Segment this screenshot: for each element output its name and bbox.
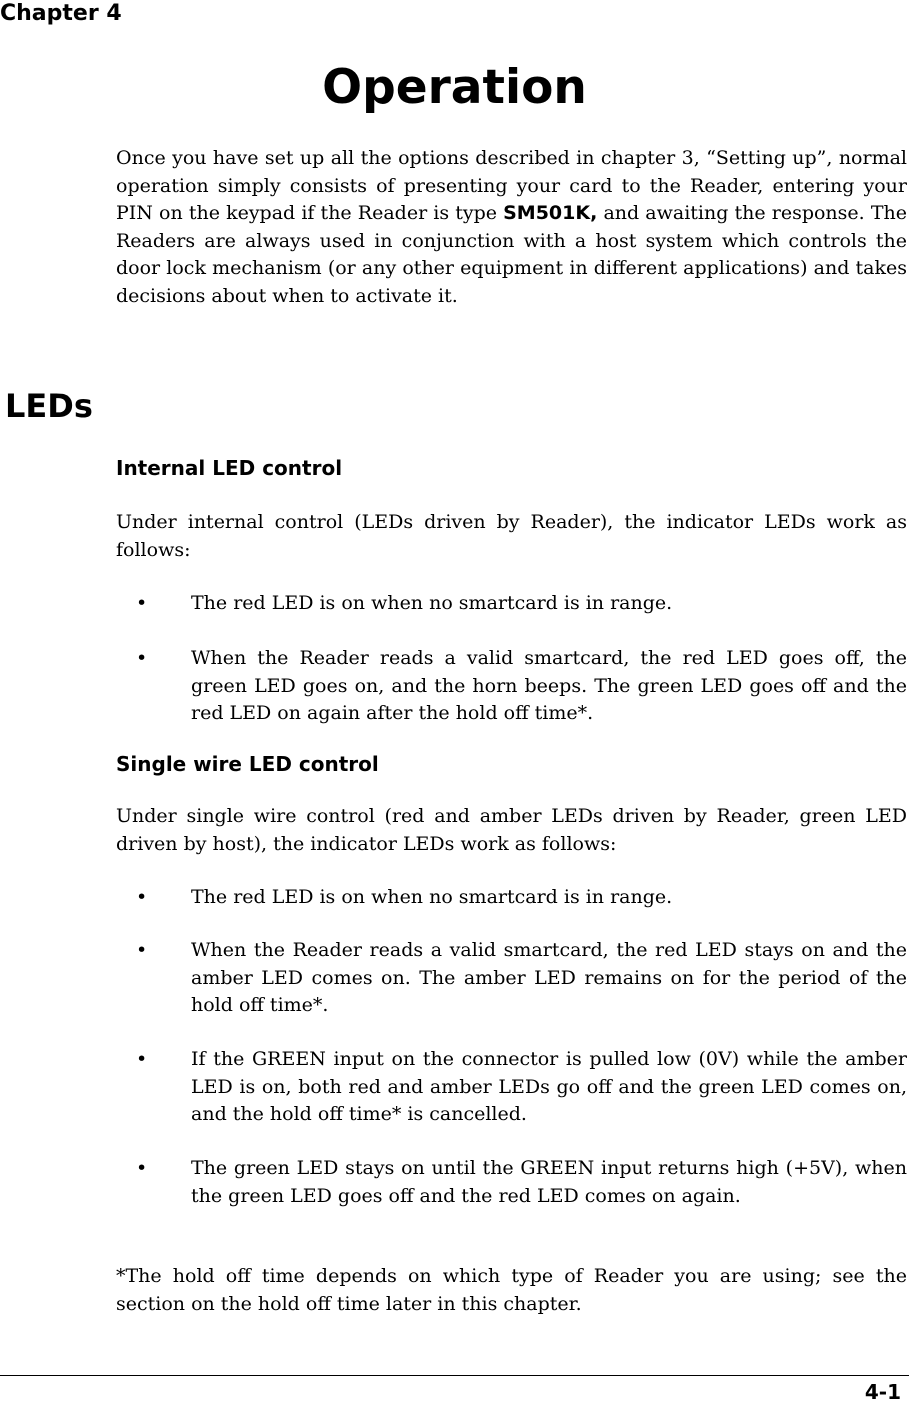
intro-text-end: and awaiting the response. The Readers are always used in conjunction with a host system which controls the door lock mechanism (or any other equipment in different applications) and takes decisions about when to activate it. — [116, 202, 907, 307]
list-item-text: If the GREEN input on the connector is pulled low (0V) while the amber LED is on, both red and amber LEDs go off and the green LED comes on, and the hold off time* is cancelled. — [191, 1048, 907, 1125]
model-name: SM501K, — [503, 202, 598, 224]
intro-text-start: Once you have set up all the options described in chapter 3, “Setting up”, normal operation simply consists of presenting your card to the Reader, entering your PIN on the keypad if the Reader is type — [116, 147, 907, 224]
footnote: *The hold off time depends on which type of Reader you are using; see the section on the hold off time later in this chapter. — [116, 1265, 907, 1315]
page-title: Operation — [322, 60, 587, 115]
list-item-text: The red LED is on when no smartcard is in range. — [191, 592, 673, 614]
subheading-internal-led-control: Internal LED control — [116, 456, 343, 480]
list-item-text: The red LED is on when no smartcard is in range. — [191, 886, 673, 908]
chapter-label: Chapter 4 — [0, 1, 122, 26]
list-item-text: When the Reader reads a valid smartcard, the red LED goes off, the green LED goes on, and the horn beeps. The green LED goes off and the red LED on again after the hold off time*. — [191, 647, 907, 724]
subheading-single-wire-led-control: Single wire LED control — [116, 752, 379, 776]
bullet-marker: • — [136, 939, 148, 961]
internal-intro-paragraph: Under internal control (LEDs driven by Reader), the indicator LEDs work as follows: — [116, 511, 907, 561]
bullet-marker: • — [136, 886, 148, 908]
list-item-text: When the Reader reads a valid smartcard, the red LED stays on and the amber LED comes on. The amber LED remains on for the period of the hold off time*. — [191, 939, 907, 1016]
bullet-marker: • — [136, 1157, 148, 1179]
single-wire-intro-paragraph: Under single wire control (red and amber LEDs driven by Reader, green LED driven by host), the indicator LEDs work as follows: — [116, 805, 907, 855]
page-number: 4-1 — [864, 1380, 901, 1404]
section-heading-leds: LEDs — [5, 387, 93, 425]
list-item-text: The green LED stays on until the GREEN input returns high (+5V), when the green LED goes off and the red LED comes on again. — [191, 1157, 907, 1207]
intro-paragraph — [116, 145, 907, 310]
footer-divider — [0, 1375, 909, 1376]
bullet-marker: • — [136, 1048, 148, 1070]
bullet-marker: • — [136, 592, 148, 614]
bullet-marker: • — [136, 647, 148, 669]
